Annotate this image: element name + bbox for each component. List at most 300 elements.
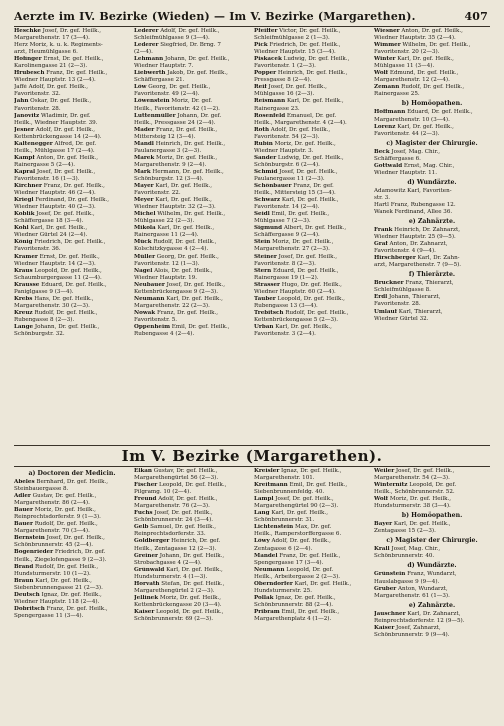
directory-entry-line: Margarethenstr. 17 (3—4). xyxy=(14,35,90,42)
surname: Mandel xyxy=(254,552,278,559)
surname: Abeles xyxy=(14,479,35,485)
directory-entry-line: Goldberger Heinrich, Dr. gef. xyxy=(134,538,221,545)
directory-entry-line: Lorenz Karl, Dr. gef. Heilk., xyxy=(374,123,454,130)
directory-entry-line: Hauslabgasse 9 (9—4). xyxy=(374,578,440,585)
directory-column xyxy=(134,28,250,443)
directory-entry-line: Heilk., Arbeitergasse 2 (2—3). xyxy=(254,573,341,580)
directory-entry-line: Mück Rudolf, Dr. gef. Heilk., xyxy=(134,239,217,246)
surname: Stern xyxy=(254,267,272,274)
subsection-heading: a) Doctoren der Medicin. xyxy=(28,470,116,477)
directory-entry-line: Umlauf Karl, Thierarzt, xyxy=(374,308,443,315)
surname: Wimmer xyxy=(374,42,401,49)
surname: Jesner xyxy=(14,126,34,133)
surname: Winternitz xyxy=(374,482,408,489)
directory-entry-line: Schönbrunnerstr. 9 (9—4). xyxy=(374,631,450,638)
directory-entry-line: Favoritenstr. 8 (2—3). xyxy=(254,260,316,267)
directory-entry-line: Schäffergasse 9 (2—4). xyxy=(254,232,320,239)
surname: Luttenmüller xyxy=(134,112,176,119)
surname: Lichtenstein xyxy=(254,524,294,531)
surname: Lorenz xyxy=(374,123,396,130)
surname: Trebitsch xyxy=(254,309,284,316)
directory-entry-line: Mühlgasse 16 (2—3). xyxy=(254,91,315,98)
surname: Pollak xyxy=(254,594,274,601)
directory-entry-line: Stein Moriz, Dr. gef. Heilk., xyxy=(254,239,334,246)
surname: Schönbauer xyxy=(254,183,292,190)
directory-entry-line: Schleifmühlgasse 9 (3—4). xyxy=(134,35,210,42)
directory-entry-line: Pilgramg. 10 (2—4). xyxy=(134,489,192,496)
surname: Pfeiffer xyxy=(254,28,278,34)
directory-entry-line: Favoritenstr. 20 (2—3). xyxy=(374,49,440,56)
surname: Tauber xyxy=(254,295,276,302)
surname: Kreuz xyxy=(14,309,33,316)
directory-entry-line: Schmid Josef, Dr. gef. Heilk., xyxy=(254,168,338,175)
directory-entry-line: Bayer Karl, Dr. gef. Heilk., xyxy=(374,521,451,528)
directory-entry-line: Favoritenstr. 54 (2—3). xyxy=(254,133,320,140)
directory-entry-line: Favoritenstr. 28. xyxy=(14,105,61,112)
surname: Umlauf xyxy=(374,308,398,315)
surname: Pick xyxy=(254,42,268,49)
directory-entry-line: Fischer Leopold, Dr. gef. Heilk., xyxy=(134,482,227,489)
directory-entry-line: Schönbrunnerstr. 88 (2—4). xyxy=(254,601,334,608)
directory-entry-line: Wiedner Hauptstr. 32 (2—3). xyxy=(134,204,216,211)
directory-entry-line: Wolf Moriz, Dr. gef. Heilk., xyxy=(374,496,452,503)
directory-entry-line: Mandl Heinrich, Dr. gef. Heilk., xyxy=(134,140,226,147)
surname: Stein xyxy=(254,239,271,246)
directory-entry-line: Grünstein Franz, Wundarzt, xyxy=(374,571,457,578)
surname: Koblik xyxy=(14,211,35,218)
directory-entry-line: Kreuz Rudolf, Dr. gef. Heilk., xyxy=(14,309,98,316)
directory-entry-line: Liebwerth Jakob, Dr. gef. Heilk., xyxy=(134,70,228,77)
directory-entry-line: Karolinengasse 21 (2—3). xyxy=(14,63,88,70)
surname: Lang xyxy=(254,510,270,517)
surname: Krebs xyxy=(14,295,33,302)
surname: Kampf xyxy=(14,154,35,161)
directory-entry-line: Neubauer Josef, Dr. gef. Heilk., xyxy=(134,281,225,288)
directory-entry-line: Jauschner Karl, Dr. Zahnarzt, xyxy=(374,610,461,617)
directory-entry-line: Winternitz Leopold, Dr. gef. xyxy=(374,482,457,489)
directory-entry-line: Schäffergasse 18 (3—4). xyxy=(14,218,84,225)
directory-entry-line: Dobritsch Franz, Dr. gef. Heilk., xyxy=(14,605,108,612)
directory-entry-line: Greiner Johann, Dr. gef. Heilk., xyxy=(134,552,225,559)
directory-entry-line: Heilk., Mühlgasse 17 (2—4). xyxy=(14,147,95,154)
surname: Goldberger xyxy=(134,538,170,545)
directory-entry-line: Löw Georg, Dr. gef. Heilk., xyxy=(134,84,211,91)
directory-entry-line: Lichtenstein Max, Dr. gef. xyxy=(254,524,332,531)
surname: Meyer xyxy=(134,197,154,204)
directory-entry-line: Rubin Moriz, Dr. gef. Heilk., xyxy=(254,140,336,147)
directory-entry-line: Sander Ludwig, Dr. gef. Heilk., xyxy=(254,154,344,161)
directory-entry-line: Strasser Hugo, Dr. gef. Heilk., xyxy=(254,281,342,288)
directory-entry-line: Zemann Rudolf, Dr. gef. Heilk., xyxy=(374,84,465,91)
directory-entry-line: Schönburgstr. 32. xyxy=(14,331,65,338)
directory-entry-line: Wiedner Hauptstr. 11. xyxy=(374,169,437,176)
surname: Kaiser xyxy=(134,608,155,615)
surname: Sander xyxy=(254,154,277,161)
subsection-heading: c) Magister der Chirurgie. xyxy=(386,537,478,545)
directory-entry-line: Gruber Anton, Wundarzt, xyxy=(374,585,448,592)
surname: Seidl xyxy=(254,211,270,218)
directory-column xyxy=(374,28,490,443)
directory-entry-line: Reif Josef, Dr. gef. Heilk., xyxy=(254,84,327,91)
directory-entry-line: Hundsturmerstr. 25. xyxy=(254,587,312,594)
directory-entry-line: Heilk., Mittersteig 15 (3—4). xyxy=(254,190,336,197)
surname: Jahn xyxy=(14,98,29,105)
directory-entry-line: Kettenbrückengasse 9 (2—3). xyxy=(134,288,218,295)
directory-entry-line: Margarethenstr. 76 (2—3). xyxy=(134,503,210,510)
surname: Krall xyxy=(374,546,390,553)
surname: Mader xyxy=(134,126,155,133)
directory-entry-line: Wiedner Hauptstr. 3. xyxy=(254,147,314,154)
directory-entry-line: Trebitsch Rudolf, Dr. gef. Heilk., xyxy=(254,309,349,316)
surname: Jauschner xyxy=(374,610,406,617)
surname: Wolf xyxy=(374,496,389,503)
directory-entry-line: Schleifmühlgasse 8. xyxy=(374,287,431,294)
running-head xyxy=(14,10,490,24)
directory-entry-line: Kettenbrückengasse 20 (3—4). xyxy=(134,601,222,608)
directory-entry-line: Neumann Leopold, Dr. gef. xyxy=(254,566,334,573)
directory-entry-line: Wiedner Gürtel 32. xyxy=(374,315,429,322)
surname: Müller xyxy=(134,253,156,260)
directory-entry-line: Margarethenstr. 22 (2—3). xyxy=(134,302,210,309)
surname: Oberndorfer xyxy=(254,580,293,587)
directory-entry-line: Spengergasse 17 (3—4). xyxy=(254,559,324,566)
surname: Frank xyxy=(374,227,393,234)
surname: Lederer xyxy=(134,42,159,49)
directory-entry-line: Jaffé Adolf, Dr. gef. Heilk., xyxy=(14,84,88,91)
directory-entry-line: arzt, Heumühlgasse 6. xyxy=(14,49,78,56)
directory-entry-line: Schönbrunnerstr. 69 (2—3). xyxy=(134,615,214,622)
directory-entry-line: Mühlgasse 22 (2—3). xyxy=(134,218,195,225)
directory-entry-line: Heschke Josef, Dr. gef. Heilk., xyxy=(14,28,102,34)
directory-entry-line: Adamowitz Karl, Favoriten- xyxy=(374,187,452,194)
directory-entry-line: Kreisler Ignaz, Dr. gef. Heilk., xyxy=(254,468,342,474)
directory-column xyxy=(134,468,250,720)
directory-entry-line: Wimmer Wilhelm, Dr. gef. Heilk., xyxy=(374,42,471,49)
directory-entry-line: Kolschitzkygasse 4 (2—4). xyxy=(134,246,209,253)
surname: Pribram xyxy=(254,608,280,615)
surname: Fischer xyxy=(134,482,158,489)
surname: Hoffmann xyxy=(374,109,406,116)
directory-entry-line: Wolf Edmund, Dr. gef. Heilk., xyxy=(374,70,459,77)
surname: Roth xyxy=(254,126,270,133)
surname: Gelb xyxy=(134,524,149,531)
surname: Hofinger xyxy=(14,56,42,63)
directory-entry-line: arzt, Margarethenstr. 7 (9—5). xyxy=(374,262,462,269)
surname: Löwenstein xyxy=(134,98,170,105)
directory-entry-line: Lehmann Johann, Dr. gef. Heilk., xyxy=(134,56,230,63)
surname: Mark xyxy=(134,168,151,175)
directory-entry-line: Hrubesch Franz, Dr. gef. Heilk., xyxy=(14,70,108,77)
directory-entry-line: Heilk., Wiedner Hauptstr. 39. xyxy=(14,119,98,126)
directory-entry-line: Wiedner Hauptstr. 7. xyxy=(134,63,194,70)
running-head-title: Aerzte im IV. Bezirke (Wieden) — Im V. Bezirke (Margarethen). xyxy=(14,10,416,23)
directory-entry-line: Brand Rudolf, Dr. gef. Heilk., xyxy=(14,563,99,570)
surname: Lederer xyxy=(134,28,159,34)
directory-entry-line: Kraus Leopold, Dr. gef. Heilk., xyxy=(14,267,102,274)
directory-entry-line: Favoritenstr. 28. xyxy=(374,301,421,308)
directory-entry-line: Nagel Alois, Dr. gef. Heilk., xyxy=(134,267,213,274)
surname: Neubauer xyxy=(134,281,165,288)
directory-entry-line: Hartl Franz, Rubengasse 12. xyxy=(374,201,456,208)
surname: Grünwald xyxy=(134,566,165,573)
surname: Piskacek xyxy=(254,56,282,63)
directory-entry-line: (2—4). xyxy=(134,49,153,56)
surname: Bogenrieder xyxy=(14,549,54,556)
surname: Lampl xyxy=(254,496,274,503)
directory-entry-line: Siebenbrunnenfeldg. 40. xyxy=(254,489,325,496)
surname: Brand xyxy=(14,563,34,570)
directory-entry-line: Lampl Josef, Dr. gef. Heilk., xyxy=(254,496,334,503)
directory-entry-line: Mandel Franz, Dr. gef. Heilk., xyxy=(254,552,341,559)
surname: Zemann xyxy=(374,84,400,91)
directory-entry-line: Margarethenstr. 54 (2—3). xyxy=(374,475,450,482)
directory-entry-line: Margarethenstr. 27 (2—3). xyxy=(254,246,330,253)
directory-entry-line: Rubengasse 4 (2—4). xyxy=(134,331,195,338)
surname: Horvath xyxy=(134,580,160,587)
directory-entry-line: Margarethenstr. 30 (2—3). xyxy=(14,302,90,309)
directory-entry-line: Freund Adolf, Dr. gef. Heilk., xyxy=(134,496,218,503)
directory-entry-line: Reismann Karl, Dr. gef. Heilk., xyxy=(254,98,344,105)
surname: Weiler xyxy=(374,468,395,474)
subsection-heading: d) Wundärzte. xyxy=(407,178,457,186)
directory-entry-line: Gelb Samuel, Dr. gef. Heilk., xyxy=(134,524,217,531)
directory-entry-line: Kaiser Josef, Zahnarzt, xyxy=(374,624,441,631)
directory-entry-line: Nowak Franz, Dr. gef. Heilk., xyxy=(134,309,219,316)
directory-entry-line: Rubengasse 8 (2—3). xyxy=(14,316,75,323)
directory-entry-line: Mayer Karl, Dr. gef. Heilk., xyxy=(134,183,213,190)
directory-entry-line: Fuchs Josef, Dr. gef. Heilk., xyxy=(134,510,213,517)
directory-entry-line: Jesner Adolf, Dr. gef. Heilk., xyxy=(14,126,96,133)
directory-entry-line: Rainergasse 23. xyxy=(254,105,300,112)
directory-entry-line: Stern Eduard, Dr. gef. Heilk., xyxy=(254,267,339,274)
directory-entry-line: Bernstein Josef, Dr. gef. Heilk., xyxy=(14,535,105,542)
surname: Greiner xyxy=(134,552,158,559)
directory-entry-line: Tauber Leopold, Dr. gef. Heilk., xyxy=(254,295,345,302)
directory-entry-line: Herz Moriz, k. u. k. Regiments- xyxy=(14,42,103,49)
directory-entry-line: Favoritenstr. 16 (1—3). xyxy=(14,175,80,182)
directory-entry-line: Luttenmüller Johann, Dr. gef. xyxy=(134,112,222,119)
surname: Graf xyxy=(374,241,388,248)
directory-entry-line: Marek Moriz, Dr. gef. Heilk., xyxy=(134,154,218,161)
directory-entry-line: Margarethenstr. 12 (2—4). xyxy=(374,77,450,84)
directory-entry-line: Kettenbrückengasse 14 (2—4). xyxy=(14,133,102,140)
directory-entry-line: Wiedner Hauptstr. 25 (9—5). xyxy=(374,234,456,241)
directory-entry-line: Meyer Karl, Dr. gef. Heilk., xyxy=(134,197,212,204)
subsection-heading: b) Homöopathen. xyxy=(401,100,463,108)
directory-entry-line: Braun Karl, Dr. gef. Heilk., xyxy=(14,577,92,584)
directory-entry-line: Rainergasse 11 (2—4). xyxy=(134,232,199,239)
directory-entry-line: Heilk., Zentagasse 12 (2—3). xyxy=(134,545,217,552)
directory-entry-line: Bauer Moriz, Dr. gef. Heilk., xyxy=(14,507,96,514)
surname: Schmid xyxy=(254,168,278,175)
surname: Elkan xyxy=(134,468,152,474)
directory-entry-line: Strobachgasse 4 (2—4). xyxy=(134,559,202,566)
surname: Grünstein xyxy=(374,571,406,578)
directory-entry-line: Kaiser Leopold, Dr. gef. Heilk., xyxy=(134,608,224,615)
directory-entry-line: Rainergasse 25. xyxy=(374,91,420,98)
directory-entry-line: Margarethenstr. 70 (3—4). xyxy=(14,528,90,535)
directory-entry-line: Margarethenstr. 10 (3—4). xyxy=(374,116,450,123)
directory-entry-line: Mark Hermann, Dr. gef. Heilk., xyxy=(134,168,224,175)
directory-entry-line: Hofinger Ernst, Dr. gef. Heilk., xyxy=(14,56,104,63)
directory-entry-line: Favoritenstr. 49 (2—4). xyxy=(134,91,200,98)
directory-entry-line: Janovitz Wladimir, Dr. gef. xyxy=(14,112,91,119)
directory-entry-line: Neumann Karl, Dr. gef. Heilk., xyxy=(134,295,223,302)
surname: Kreitmann xyxy=(254,482,288,489)
surname: Steiner xyxy=(254,253,277,260)
directory-entry-line: Krall Josef, Mag. Chir., xyxy=(374,546,441,553)
surname: Popper xyxy=(254,70,277,77)
directory-entry-line: Margarethenstr. 61 (1—3). xyxy=(374,592,450,599)
directory-entry-line: Krebs Hans, Dr. gef. Heilk., xyxy=(14,295,94,302)
surname: Mandl xyxy=(134,140,154,147)
surname: Mück xyxy=(134,239,152,246)
directory-entry-line: Oberndorfer Karl, Dr. gef. Heilk., xyxy=(254,580,352,587)
top-columns xyxy=(14,28,490,443)
directory-entry-line: Wiedner Hauptstr. 13 (2—4). xyxy=(14,77,96,84)
directory-entry-line: Reinprechtsdorferstr. 33. xyxy=(134,531,206,538)
directory-entry-line: Mader Franz, Dr. gef. Heilk., xyxy=(134,126,218,133)
directory-entry-line: Kreitmann Emil, Dr. gef. Heilk., xyxy=(254,482,348,489)
surname: Nowak xyxy=(134,309,156,316)
directory-entry-line: Hundsturmerstr. 38 (3—4). xyxy=(374,503,451,510)
directory-entry-line: König Friedrich, Dr. gef. Heilk., xyxy=(14,239,106,246)
directory-entry-line: Margarethenplatz 4 (1—2). xyxy=(254,615,332,622)
directory-entry-line: Heilk., Margarethenstr. 4 (2—4). xyxy=(254,119,347,126)
directory-entry-line: Mikola Karl, Dr. gef. Heilk., xyxy=(134,225,215,232)
directory-entry-line: Favoritenstr. 4 (9—4). xyxy=(374,248,436,255)
directory-column xyxy=(254,468,370,720)
surname: Löwy xyxy=(254,538,270,545)
directory-entry-line: Hundsturmerstr. 10 (1—2). xyxy=(14,570,91,577)
directory-entry-line: Steinbauergasse 8. xyxy=(14,486,69,493)
directory-column xyxy=(14,28,130,443)
surname: Löw xyxy=(134,84,147,91)
surname: Rosenfeld xyxy=(254,112,286,119)
directory-entry-line: Michel Wilhelm, Dr. gef. Heilk., xyxy=(134,211,226,218)
directory-entry-line: Weiler Josef, Dr. gef. Heilk., xyxy=(374,468,455,474)
directory-entry-line: Siebenbrunnengasse 21 (2—3). xyxy=(14,584,103,591)
surname: Marek xyxy=(134,154,155,161)
surname: Kapral xyxy=(14,168,36,175)
surname: Gottwald xyxy=(374,162,403,169)
directory-entry-line: Margarethengürtel 2 (2—3). xyxy=(134,587,215,594)
directory-entry-line: Pribram Emil, Dr. gef. Heilk., xyxy=(254,608,340,615)
header-rule xyxy=(14,26,490,27)
directory-entry-line: Favoritenstr. 12 (1—3). xyxy=(134,260,200,267)
directory-entry-line: Piskacek Ludwig, Dr. gef. Heilk., xyxy=(254,56,350,63)
directory-entry-line: Favoritenstr. 44 (2—3). xyxy=(374,130,440,137)
directory-entry-line: Schönburgstr. 12 (3—4). xyxy=(134,175,204,182)
page-number: 407 xyxy=(464,10,488,23)
directory-entry-line: Müller Georg, Dr. gef. Heilk., xyxy=(134,253,219,260)
directory-entry-line: Kaltenegger Alfred, Dr. gef. xyxy=(14,140,97,147)
surname: Kaiser xyxy=(374,624,395,631)
directory-entry-line: Seidl Emil, Dr. gef. Heilk., xyxy=(254,211,330,218)
surname: Kirchner xyxy=(14,183,42,190)
directory-column xyxy=(254,28,370,443)
surname: König xyxy=(14,239,33,246)
surname: Neumann xyxy=(134,295,165,302)
directory-entry-line: Wiedner Hauptstr. 46 (2—4). xyxy=(14,190,96,197)
surname: Adler xyxy=(14,493,31,500)
directory-entry-line: Löwenstein Moriz, Dr. gef. xyxy=(134,98,213,105)
directory-entry-line: Spengergasse 11 (3—4). xyxy=(14,612,84,619)
subsection-heading: d) Wundärzte. xyxy=(407,562,457,570)
surname: Nagel xyxy=(134,267,153,274)
surname: Erdl xyxy=(374,294,388,301)
directory-entry-line: Kriegl Ferdinand, Dr. gef. Heilk., xyxy=(14,197,110,204)
directory-entry-line: Heilk., Ramperstorffergasse 6. xyxy=(254,531,342,538)
surname: Kreisler xyxy=(254,468,280,474)
directory-entry-line: Paniglgasse 9 (3—4). xyxy=(14,288,74,295)
directory-entry-line: Hirschberger Karl, Dr. Zahn- xyxy=(374,255,460,262)
directory-entry-line: Kettenbrückengasse 5 (2—3). xyxy=(254,316,338,323)
directory-entry-line: Löwy Adolf, Dr. gef. Heilk., xyxy=(254,538,331,545)
section-rule-upper xyxy=(14,445,490,446)
directory-entry-line: Heilk., Schönbrunnerstr. 52. xyxy=(374,489,455,496)
directory-entry-line: Mühlgasse 11 (3—4). xyxy=(374,63,435,70)
section-title: Im V. Bezirke (Margarethen). xyxy=(121,447,383,465)
directory-entry-line: Kirchner Franz, Dr. gef. Heilk., xyxy=(14,183,105,190)
directory-entry-line: Hundsturmerstr. 4 (1—3). xyxy=(134,573,208,580)
surname: Wolf xyxy=(374,70,389,77)
directory-entry-line: Heilk., Pressgasse 24 (2—4). xyxy=(134,119,216,126)
surname: Beck xyxy=(374,148,390,155)
directory-entry-line: Popper Heinrich, Dr. gef. Heilk., xyxy=(254,70,348,77)
directory-entry-line: Abeles Bernhard, Dr. gef. Heilk., xyxy=(14,479,109,485)
surname: Mayer xyxy=(134,183,154,190)
surname: Hrubesch xyxy=(14,70,45,77)
directory-entry-line: Schleifmühlgasse 2 (1—3). xyxy=(254,35,330,42)
directory-entry-line: Favoritenstr. 1 (2—3). xyxy=(254,63,316,70)
subsection-heading: c) Magister der Chirurgie. xyxy=(386,139,478,147)
directory-entry-line: Margarethenstr. 86 (2—4). xyxy=(14,500,90,507)
surname: Mikola xyxy=(134,225,156,232)
directory-entry-line: Jellinek Moriz, Dr. gef. Heilk., xyxy=(134,594,222,601)
directory-entry-line: Rainergasse 19 (1—2). xyxy=(254,274,319,281)
directory-entry-line: Lederer Adolf, Dr. gef. Heilk., xyxy=(134,28,220,34)
directory-entry-line: Rainergasse 5 (2—4). xyxy=(14,161,75,168)
directory-column xyxy=(14,468,130,720)
surname: Strasser xyxy=(254,281,280,288)
surname: Schwarz xyxy=(254,197,281,204)
directory-entry-line: Zentagasse 15 (2—3). xyxy=(374,528,436,535)
directory-entry-line: Pick Friedrich, Dr. gef. Heilk., xyxy=(254,42,341,49)
directory-entry-line: Roth Adolf, Dr. gef. Heilk., xyxy=(254,126,331,133)
surname: Winter xyxy=(374,56,396,63)
surname: Hirschberger xyxy=(374,255,416,262)
directory-entry-line: Steiner Josef, Dr. gef. Heilk., xyxy=(254,253,338,260)
surname: Reismann xyxy=(254,98,286,105)
directory-entry-line: Margarethengürtel 90 (2—3). xyxy=(254,503,339,510)
surname: Dobritsch xyxy=(14,605,45,612)
directory-entry-line: Schwarz Karl, Dr. gef. Heilk., xyxy=(254,197,339,204)
surname: Jellinek xyxy=(134,594,159,601)
directory-entry-line: Sigmund Albert, Dr. gef. Heilk., xyxy=(254,225,347,232)
directory-entry-line: Koblik Josef, Dr. gef. Heilk., xyxy=(14,211,95,218)
directory-entry-line: Grünwald Karl, Dr. gef. Heilk., xyxy=(134,566,223,573)
surname: Kohl xyxy=(14,225,29,232)
surname: Krausse xyxy=(14,281,40,288)
directory-entry-line: Adler Gustav, Dr. gef. Heilk., xyxy=(14,493,97,500)
directory-entry-line: Urban Karl, Dr. gef. Heilk., xyxy=(254,323,332,330)
surname: Rubin xyxy=(254,140,273,147)
directory-entry-line: Wiedner Hauptstr. 19. xyxy=(134,274,197,281)
surname: Bruckner xyxy=(374,280,404,287)
directory-entry-line: Horvath Stefan, Dr. gef. Heilk., xyxy=(134,580,225,587)
directory-entry-line: Schönbrunnerstr. 40. xyxy=(374,553,435,560)
